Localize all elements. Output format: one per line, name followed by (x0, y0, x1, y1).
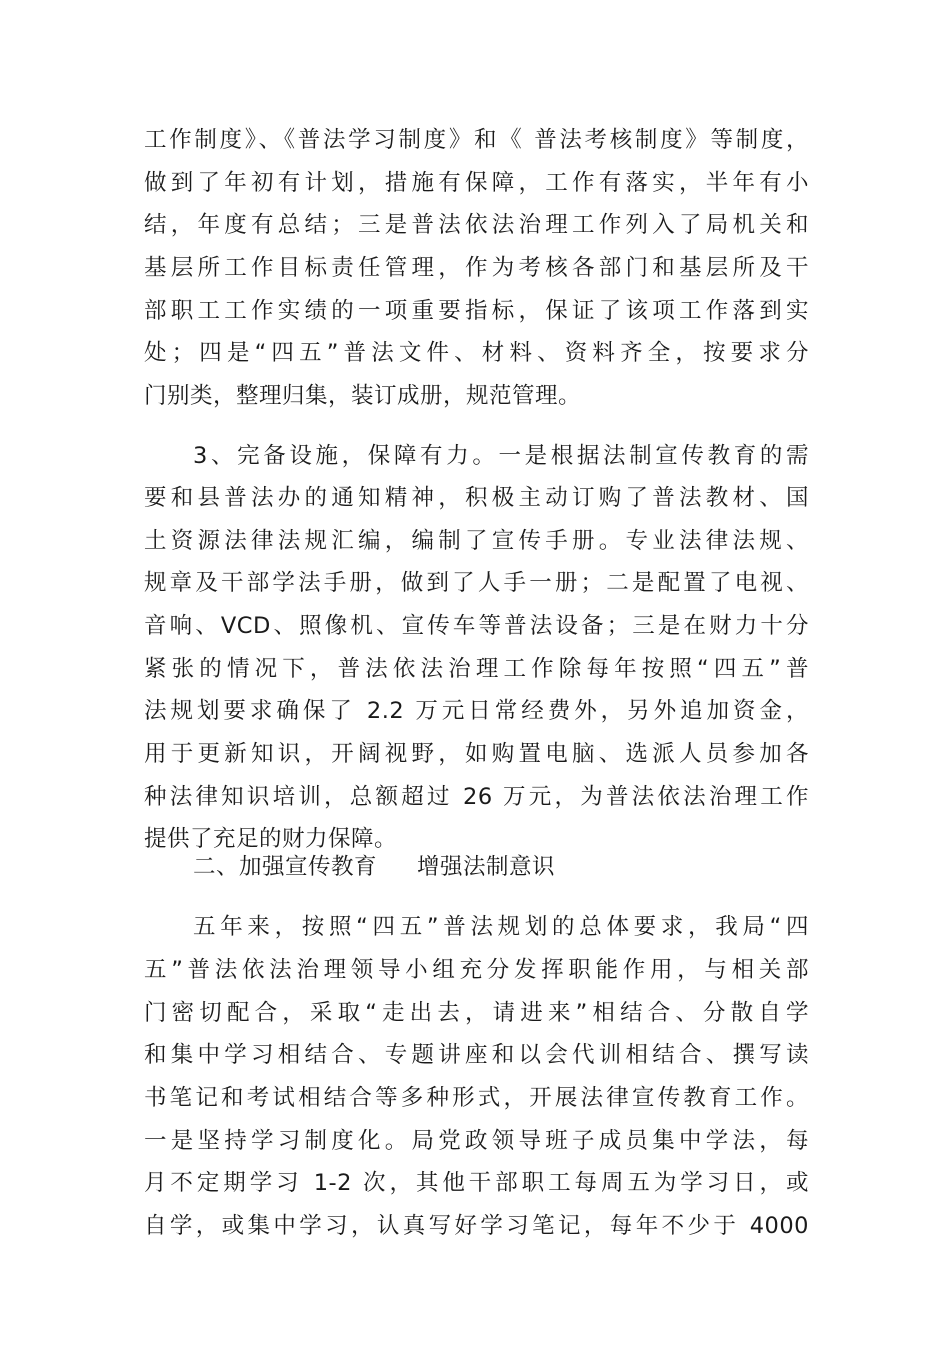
heading-part-1: 二、加强宣传教育 (193, 854, 378, 880)
text-line: 法规划要求确保了 2.2 万元日常经费外，另外追加资金， (144, 698, 809, 724)
text-line: 月不定期学习 1-2 次，其他干部职工每周五为学习日，或 (144, 1170, 809, 1196)
text-line: 做到了年初有计划，措施有保障，工作有落实，半年有小 (144, 170, 809, 196)
text-line: 一是坚持学习制度化。局党政领导班子成员集中学法，每 (144, 1128, 809, 1154)
text-line: 基层所工作目标责任管理，作为考核各部门和基层所及干 (144, 255, 809, 281)
text-line: 土资源法律法规汇编，编制了宣传手册。专业法律法规、 (144, 528, 809, 554)
text-line: 结，年度有总结；三是普法依法治理工作列入了局机关和 (144, 212, 809, 238)
text-line: 和集中学习相结合、专题讲座和以会代训相结合、撰写读 (144, 1042, 809, 1068)
text-line: 音响、VCD、照像机、宣传车等普法设备；三是在财力十分 (144, 613, 809, 639)
text-line: 用于更新知识，开阔视野，如购置电脑、选派人员参加各 (144, 741, 809, 767)
text-line: 书笔记和考试相结合等多种形式，开展法律宣传教育工作。 (144, 1085, 809, 1111)
text-line: 紧张的情况下，普法依法治理工作除每年按照“四五”普 (144, 656, 809, 682)
text-line: 自学，或集中学习，认真写好学习笔记，每年不少于 4000 (144, 1213, 809, 1239)
text-line: 门密切配合，采取“走出去，请进来”相结合、分散自学 (144, 1000, 809, 1026)
text-line: 五”普法依法治理领导小组充分发挥职能作用，与相关部 (144, 957, 809, 983)
text-line: 种法律知识培训，总额超过 26 万元，为普法依法治理工作 (144, 784, 809, 810)
text-line: 规章及干部学法手册，做到了人手一册；二是配置了电视、 (144, 570, 809, 596)
text-line: 门别类，整理归集，装订成册，规范管理。 (144, 383, 582, 409)
text-line: 五年来，按照“四五”普法规划的总体要求，我局“四 (193, 914, 809, 940)
text-line: 要和县普法办的通知精神，积极主动订购了普法教材、国 (144, 485, 809, 511)
text-line: 部职工工作实绩的一项重要指标，保证了该项工作落到实 (144, 298, 809, 324)
text-line: 工作制度》、《普法学习制度》和《 普法考核制度》等制度， (144, 127, 809, 153)
text-line: 处；四是“四五”普法文件、材料、资料齐全，按要求分 (144, 340, 809, 366)
text-line: 提供了充足的财力保障。 (144, 826, 398, 852)
heading-part-2: 增强法制意识 (417, 854, 556, 880)
section-heading (193, 848, 613, 886)
text-line: 3、完备设施，保障有力。一是根据法制宣传教育的需 (193, 443, 809, 469)
